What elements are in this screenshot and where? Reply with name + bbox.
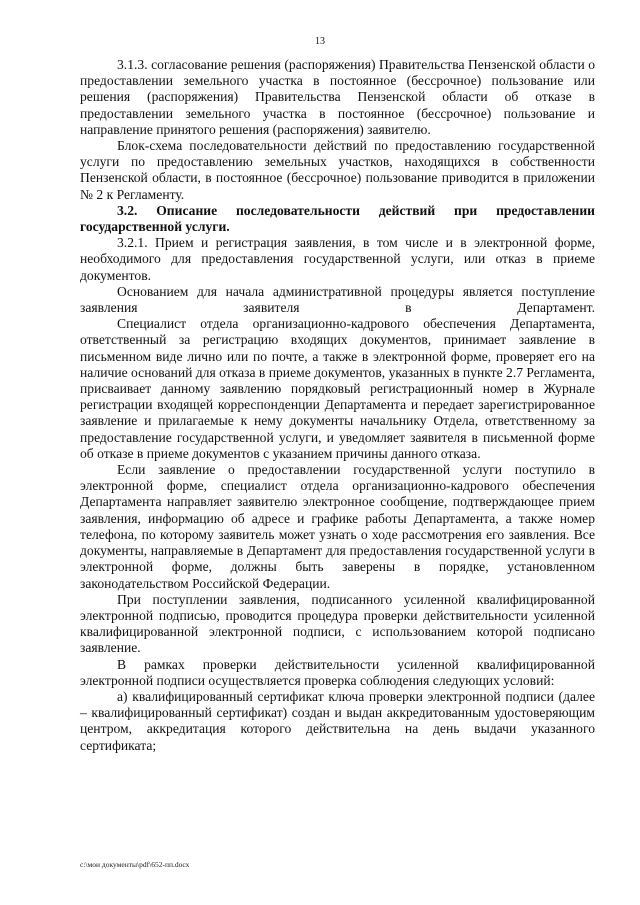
section-heading-3-2: 3.2. Описание последовательности действий при предоставлении государственной услуги. [80,202,595,235]
paragraph-signature-verification: При поступлении заявления, подписанного усиленной квалифицированной электронной подписью, проводится процедура проверки действительности усиленной квалифицированной электронной подписи, с использованием которой подписано заявление. [80,591,595,656]
page-number: 13 [315,36,325,47]
document-body [80,57,595,754]
paragraph-3-1-3: 3.1.3. согласование решения (распоряжения) Правительства Пензенской области о предоставлении земельного участка в постоянное (бессрочное) пользование или решения (распоряжения) Правительства Пензенской области об отказе в предоставлении земельного участка в постоянное (бессрочное) пользование и направление принятого решения (распоряжения) заявителю. [80,57,595,137]
paragraph-verification-conditions: В рамках проверки действительности усиленной квалифицированной электронной подписи осуществляется проверка соблюдения следующих условий: [80,656,595,688]
paragraph-3-2-1: 3.2.1. Прием и регистрация заявления, в том числе и в электронной форме, необходимого для предоставления государственной услуги, или отказ в приеме документов. [80,235,595,283]
paragraph-procedure-basis: Основанием для начала административной процедуры является поступление заявления заявителя в Департамент. [80,283,595,316]
footer-file-path: c:\мои документы\pdf\652-пп.docx [80,860,190,869]
paragraph-condition-a: а) квалифицированный сертификат ключа проверки электронной подписи (далее – квалифицированный сертификат) создан и выдан аккредитованным удостоверяющим центром, аккредитация которого действительна на день выдачи указанного сертификата; [80,688,595,753]
paragraph-registration-specialist: Специалист отдела организационно-кадрового обеспечения Департамента, ответственный за регистрацию входящих документов, принимает заявление в письменном виде лично или по почте, а также в электронной форме, проверяет его на наличие оснований для отказа в приеме документов, указанных в пункте 2.7 Регламента, присваивает данному заявлению порядковый регистрационный номер в Журнале регистрации входящей корреспонденции Департамента и передает зарегистрированное заявление и прилагаемые к нему документы начальнику Отдела, ответственному за предоставление государственной услуги, и уведомляет заявителя в письменной форме об отказе в приеме документов с указанием причины данного отказа. [80,316,595,461]
paragraph-flowchart-reference: Блок-схема последовательности действий по предоставлению государственной услуги по предоставлению земельных участков, находящихся в собственности Пензенской области, в постоянное (бессрочное) пользование приводится в приложении № 2 к Регламенту. [80,138,595,202]
paragraph-electronic-application: Если заявление о предоставлении государственной услуги поступило в электронной форме, специалист отдела организационно-кадрового обеспечения Департамента направляет заявителю электронное сообщение, подтверждающее прием заявления, информацию об адресе и графике работы Департамента, а также номер телефона, по которому заявитель может узнать о ходе рассмотрения его заявления. Все документы, направляемые в Департамент для предоставления государственной услуги в электронной форме, должны быть заверены в порядке, установленном законодательством Российской Федерации. [80,462,595,591]
